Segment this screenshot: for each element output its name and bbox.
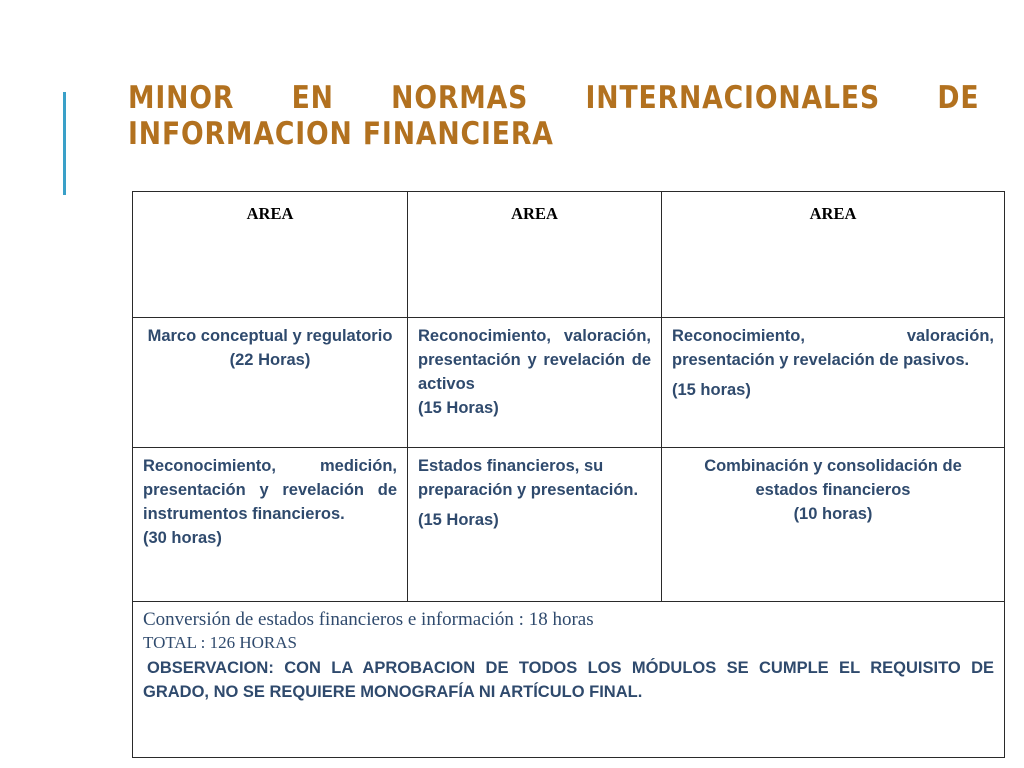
observation-note: OBSERVACION: CON LA APROBACION DE TODOS LOS MÓDULOS SE CUMPLE EL REQUISITO DE GRADO, NO SE REQUIERE MONOGRAFÍA NI ARTÍCULO FINAL. bbox=[143, 659, 994, 701]
footer-cell bbox=[133, 602, 1005, 758]
course-hours: (30 horas) bbox=[143, 529, 222, 547]
course-name: Reconocimiento, valoración, presentación y revelación de activos bbox=[418, 327, 651, 393]
header-row bbox=[133, 192, 1005, 318]
course-cell bbox=[133, 318, 408, 448]
course-hours: (15 Horas) bbox=[418, 511, 499, 529]
course-name: Marco conceptual y regulatorio bbox=[147, 327, 393, 345]
table-row bbox=[133, 448, 1005, 602]
accent-bar bbox=[63, 92, 66, 195]
header-cell: AREA bbox=[662, 192, 1005, 318]
slide-title: MINOR EN NORMAS INTERNACIONALES DE INFORMACION FINANCIERA bbox=[128, 80, 980, 152]
course-name: Combinación y consolidación de estados financieros bbox=[704, 457, 962, 499]
header-cell: AREA bbox=[133, 192, 408, 318]
course-cell bbox=[662, 318, 1005, 448]
course-hours: (15 Horas) bbox=[418, 399, 499, 417]
course-cell bbox=[133, 448, 408, 602]
course-cell bbox=[408, 448, 662, 602]
course-hours: (10 horas) bbox=[793, 505, 873, 523]
course-cell bbox=[408, 318, 662, 448]
header-cell: AREA bbox=[408, 192, 662, 318]
course-name: Estados financieros, su preparación y presentación. bbox=[418, 457, 639, 499]
course-name: Reconocimiento, valoración, presentación y revelación de pasivos. bbox=[672, 327, 994, 369]
course-hours: (22 Horas) bbox=[229, 351, 311, 369]
curriculum-table bbox=[132, 191, 1005, 758]
course-name: Reconocimiento, medición, presentación y revelación de instrumentos financieros. bbox=[143, 457, 397, 523]
footer-row bbox=[133, 602, 1005, 758]
conversion-course: Conversión de estados financieros e información : 18 horas bbox=[143, 609, 594, 630]
total-hours: TOTAL : 126 HORAS bbox=[143, 633, 298, 652]
table-row bbox=[133, 318, 1005, 448]
course-hours: (15 horas) bbox=[672, 381, 751, 399]
course-cell bbox=[662, 448, 1005, 602]
